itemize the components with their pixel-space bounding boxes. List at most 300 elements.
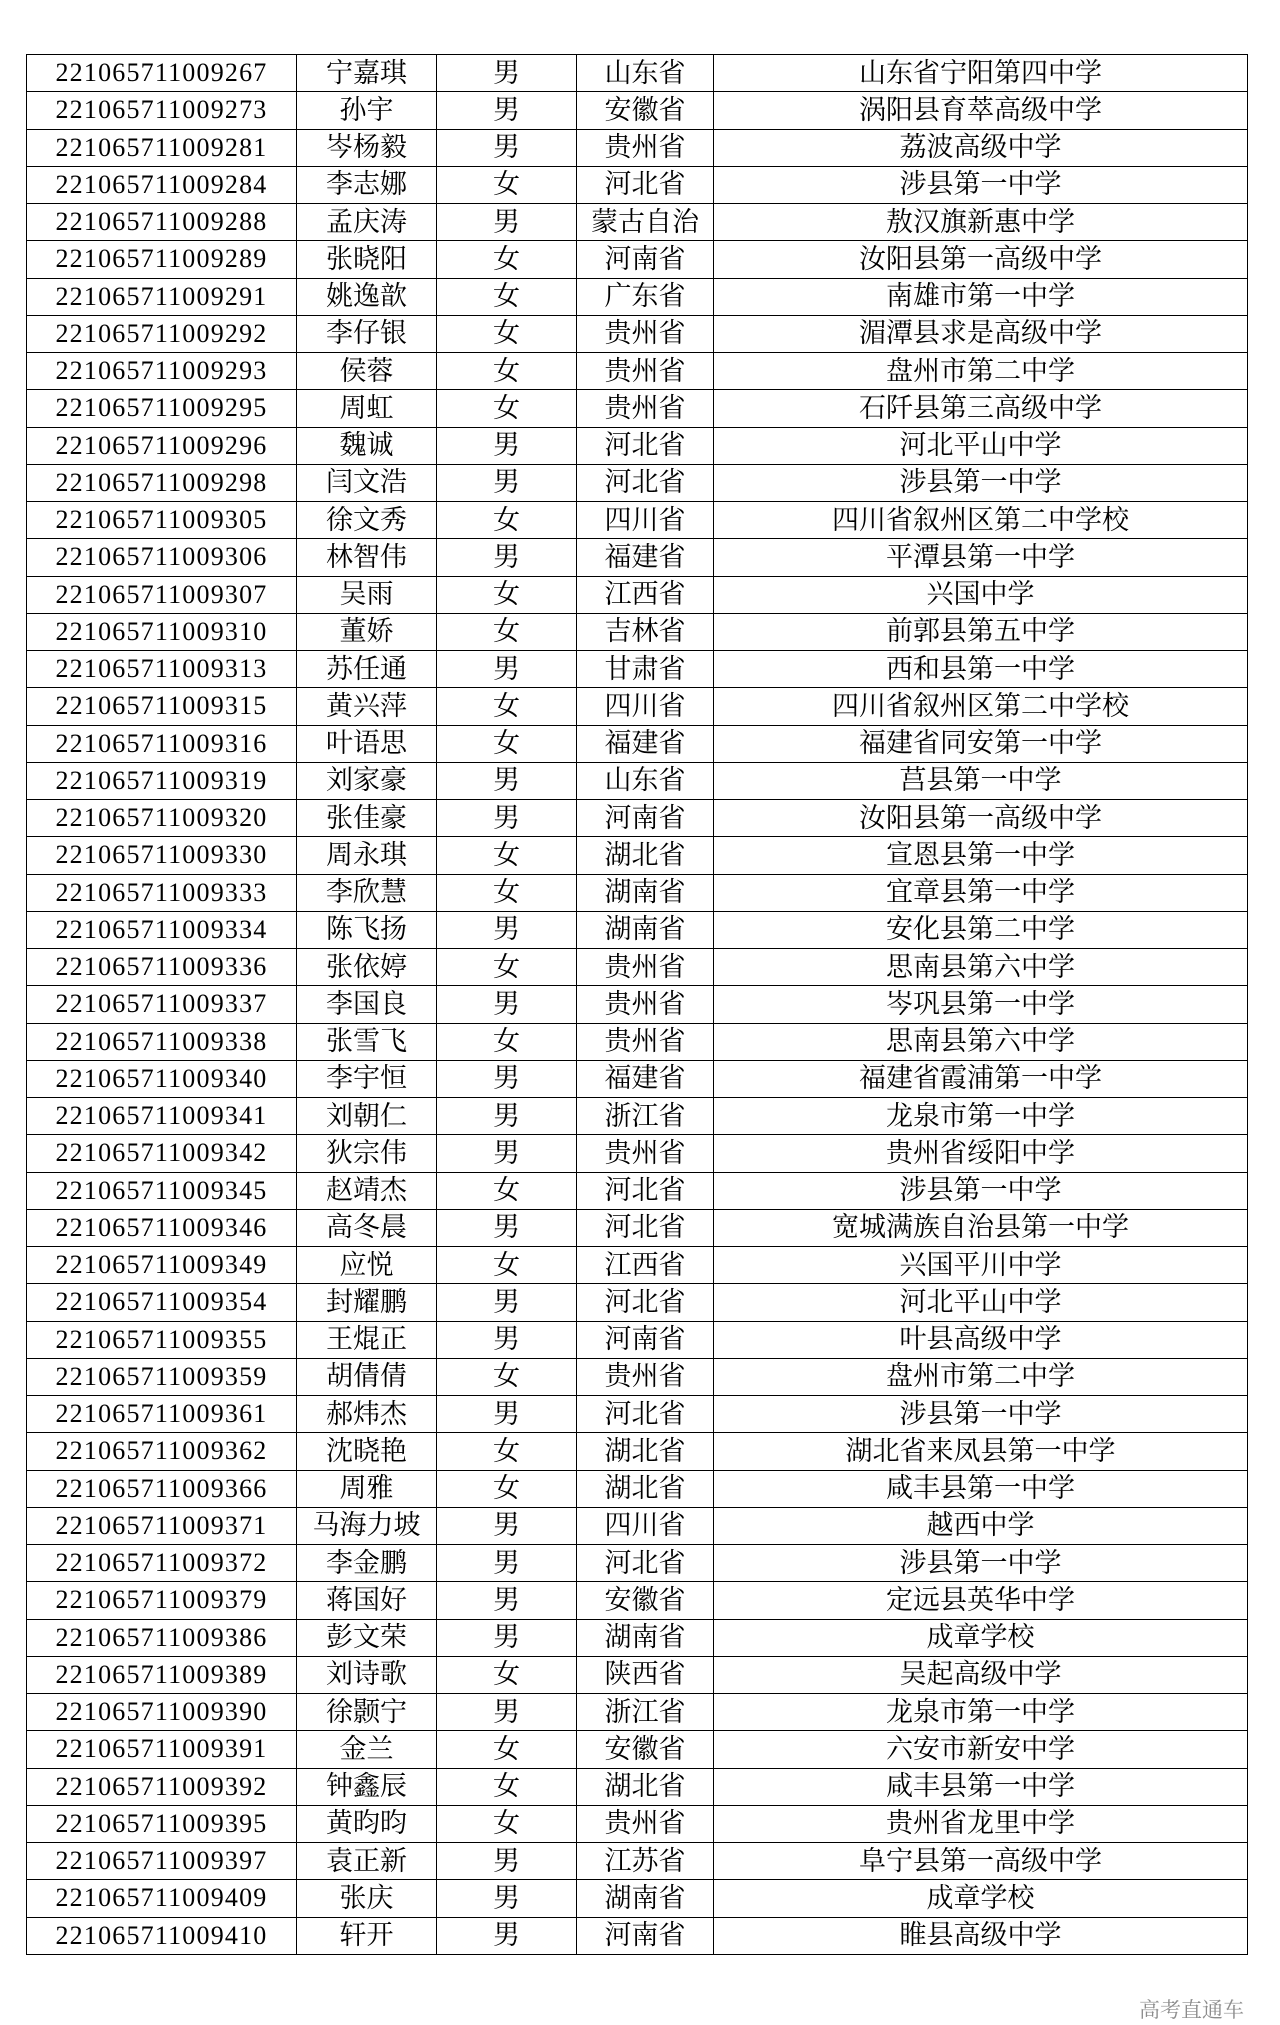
gender-cell: 女	[437, 390, 577, 427]
table-row	[27, 1731, 1248, 1768]
student-id-cell: 221065711009409	[27, 1880, 297, 1917]
table-row	[27, 1507, 1248, 1544]
student-id-cell: 221065711009366	[27, 1470, 297, 1507]
province-cell: 福建省	[577, 539, 714, 576]
school-cell: 涉县第一中学	[714, 1396, 1248, 1433]
table-row	[27, 1247, 1248, 1284]
name-cell: 董娇	[297, 613, 437, 650]
gender-cell: 男	[437, 762, 577, 799]
student-id-cell: 221065711009354	[27, 1284, 297, 1321]
school-cell: 盘州市第二中学	[714, 1358, 1248, 1395]
gender-cell: 女	[437, 502, 577, 539]
table-row	[27, 1358, 1248, 1395]
province-cell: 浙江省	[577, 1098, 714, 1135]
student-id-cell: 221065711009390	[27, 1694, 297, 1731]
gender-cell: 男	[437, 800, 577, 837]
name-cell: 袁正新	[297, 1843, 437, 1880]
student-id-cell: 221065711009319	[27, 762, 297, 799]
gender-cell: 男	[437, 1843, 577, 1880]
school-cell: 思南县第六中学	[714, 1023, 1248, 1060]
table-row	[27, 1694, 1248, 1731]
name-cell: 蒋国好	[297, 1582, 437, 1619]
gender-cell: 女	[437, 874, 577, 911]
gender-cell: 女	[437, 1805, 577, 1842]
province-cell: 河北省	[577, 1284, 714, 1321]
student-id-cell: 221065711009305	[27, 502, 297, 539]
name-cell: 徐文秀	[297, 502, 437, 539]
school-cell: 贵州省绥阳中学	[714, 1135, 1248, 1172]
school-cell: 湖北省来凤县第一中学	[714, 1433, 1248, 1470]
table-row	[27, 427, 1248, 464]
student-id-cell: 221065711009372	[27, 1545, 297, 1582]
gender-cell: 男	[437, 1917, 577, 1954]
school-cell: 龙泉市第一中学	[714, 1098, 1248, 1135]
student-id-cell: 221065711009307	[27, 576, 297, 613]
school-cell: 宽城满族自治县第一中学	[714, 1209, 1248, 1246]
school-cell: 吴起高级中学	[714, 1656, 1248, 1693]
province-cell: 四川省	[577, 1507, 714, 1544]
gender-cell: 男	[437, 1321, 577, 1358]
name-cell: 侯蓉	[297, 353, 437, 390]
gender-cell: 男	[437, 204, 577, 241]
table-row	[27, 1768, 1248, 1805]
name-cell: 马海力坡	[297, 1507, 437, 1544]
table-row	[27, 1060, 1248, 1097]
province-cell: 安徽省	[577, 1582, 714, 1619]
student-id-cell: 221065711009389	[27, 1656, 297, 1693]
name-cell: 周雅	[297, 1470, 437, 1507]
province-cell: 贵州省	[577, 390, 714, 427]
name-cell: 胡倩倩	[297, 1358, 437, 1395]
school-cell: 涉县第一中学	[714, 166, 1248, 203]
student-id-cell: 221065711009315	[27, 688, 297, 725]
name-cell: 沈晓艳	[297, 1433, 437, 1470]
student-id-cell: 221065711009386	[27, 1619, 297, 1656]
province-cell: 安徽省	[577, 92, 714, 129]
table-row	[27, 278, 1248, 315]
school-cell: 盘州市第二中学	[714, 353, 1248, 390]
gender-cell: 男	[437, 1880, 577, 1917]
school-cell: 安化县第二中学	[714, 911, 1248, 948]
student-list-table	[26, 54, 1248, 1955]
name-cell: 赵靖杰	[297, 1172, 437, 1209]
table-row	[27, 1209, 1248, 1246]
name-cell: 李志娜	[297, 166, 437, 203]
gender-cell: 男	[437, 1209, 577, 1246]
gender-cell: 男	[437, 539, 577, 576]
student-id-cell: 221065711009316	[27, 725, 297, 762]
table-row	[27, 1396, 1248, 1433]
gender-cell: 女	[437, 576, 577, 613]
province-cell: 吉林省	[577, 613, 714, 650]
province-cell: 湖南省	[577, 1619, 714, 1656]
province-cell: 河北省	[577, 1209, 714, 1246]
name-cell: 魏诚	[297, 427, 437, 464]
name-cell: 孙宇	[297, 92, 437, 129]
name-cell: 林智伟	[297, 539, 437, 576]
student-table-body	[27, 55, 1248, 1955]
table-row	[27, 1880, 1248, 1917]
province-cell: 四川省	[577, 502, 714, 539]
school-cell: 咸丰县第一中学	[714, 1470, 1248, 1507]
student-id-cell: 221065711009362	[27, 1433, 297, 1470]
name-cell: 狄宗伟	[297, 1135, 437, 1172]
province-cell: 湖北省	[577, 1768, 714, 1805]
school-cell: 福建省同安第一中学	[714, 725, 1248, 762]
province-cell: 四川省	[577, 688, 714, 725]
school-cell: 越西中学	[714, 1507, 1248, 1544]
school-cell: 宣恩县第一中学	[714, 837, 1248, 874]
student-id-cell: 221065711009313	[27, 651, 297, 688]
school-cell: 四川省叙州区第二中学校	[714, 688, 1248, 725]
table-row	[27, 166, 1248, 203]
gender-cell: 男	[437, 1694, 577, 1731]
table-row	[27, 1545, 1248, 1582]
table-row	[27, 539, 1248, 576]
name-cell: 刘诗歌	[297, 1656, 437, 1693]
school-cell: 龙泉市第一中学	[714, 1694, 1248, 1731]
table-row	[27, 613, 1248, 650]
province-cell: 贵州省	[577, 1358, 714, 1395]
school-cell: 涡阳县育萃高级中学	[714, 92, 1248, 129]
table-row	[27, 1917, 1248, 1954]
name-cell: 李国良	[297, 986, 437, 1023]
table-row	[27, 762, 1248, 799]
gender-cell: 男	[437, 1060, 577, 1097]
table-row	[27, 1098, 1248, 1135]
name-cell: 高冬晨	[297, 1209, 437, 1246]
province-cell: 湖北省	[577, 1433, 714, 1470]
student-id-cell: 221065711009336	[27, 949, 297, 986]
gender-cell: 男	[437, 1098, 577, 1135]
table-row	[27, 390, 1248, 427]
name-cell: 宁嘉琪	[297, 55, 437, 92]
school-cell: 六安市新安中学	[714, 1731, 1248, 1768]
school-cell: 岑巩县第一中学	[714, 986, 1248, 1023]
school-cell: 平潭县第一中学	[714, 539, 1248, 576]
gender-cell: 男	[437, 1135, 577, 1172]
student-id-cell: 221065711009284	[27, 166, 297, 203]
name-cell: 陈飞扬	[297, 911, 437, 948]
student-id-cell: 221065711009306	[27, 539, 297, 576]
student-id-cell: 221065711009341	[27, 1098, 297, 1135]
province-cell: 贵州省	[577, 1135, 714, 1172]
province-cell: 甘肃省	[577, 651, 714, 688]
table-row	[27, 1135, 1248, 1172]
province-cell: 湖南省	[577, 874, 714, 911]
school-cell: 涉县第一中学	[714, 1545, 1248, 1582]
student-id-cell: 221065711009342	[27, 1135, 297, 1172]
province-cell: 陕西省	[577, 1656, 714, 1693]
student-id-cell: 221065711009320	[27, 800, 297, 837]
gender-cell: 女	[437, 1172, 577, 1209]
table-row	[27, 837, 1248, 874]
province-cell: 河北省	[577, 1172, 714, 1209]
gender-cell: 女	[437, 1731, 577, 1768]
gender-cell: 男	[437, 986, 577, 1023]
table-row	[27, 986, 1248, 1023]
gender-cell: 女	[437, 1656, 577, 1693]
school-cell: 成章学校	[714, 1880, 1248, 1917]
province-cell: 河北省	[577, 464, 714, 501]
table-row	[27, 92, 1248, 129]
school-cell: 河北平山中学	[714, 1284, 1248, 1321]
school-cell: 福建省霞浦第一中学	[714, 1060, 1248, 1097]
student-id-cell: 221065711009295	[27, 390, 297, 427]
table-row	[27, 1023, 1248, 1060]
name-cell: 岑杨毅	[297, 129, 437, 166]
student-id-cell: 221065711009293	[27, 353, 297, 390]
province-cell: 河南省	[577, 1321, 714, 1358]
province-cell: 山东省	[577, 55, 714, 92]
name-cell: 应悦	[297, 1247, 437, 1284]
student-id-cell: 221065711009359	[27, 1358, 297, 1395]
name-cell: 张庆	[297, 1880, 437, 1917]
name-cell: 吴雨	[297, 576, 437, 613]
gender-cell: 男	[437, 92, 577, 129]
school-cell: 宜章县第一中学	[714, 874, 1248, 911]
student-id-cell: 221065711009379	[27, 1582, 297, 1619]
school-cell: 敖汉旗新惠中学	[714, 204, 1248, 241]
gender-cell: 女	[437, 353, 577, 390]
gender-cell: 女	[437, 613, 577, 650]
student-id-cell: 221065711009289	[27, 241, 297, 278]
gender-cell: 男	[437, 427, 577, 464]
province-cell: 贵州省	[577, 353, 714, 390]
table-row	[27, 576, 1248, 613]
gender-cell: 女	[437, 166, 577, 203]
name-cell: 黄昀昀	[297, 1805, 437, 1842]
gender-cell: 男	[437, 55, 577, 92]
table-row	[27, 129, 1248, 166]
name-cell: 钟鑫辰	[297, 1768, 437, 1805]
school-cell: 思南县第六中学	[714, 949, 1248, 986]
student-id-cell: 221065711009395	[27, 1805, 297, 1842]
table-row	[27, 241, 1248, 278]
gender-cell: 男	[437, 1619, 577, 1656]
student-id-cell: 221065711009361	[27, 1396, 297, 1433]
province-cell: 广东省	[577, 278, 714, 315]
school-cell: 兴国平川中学	[714, 1247, 1248, 1284]
table-row	[27, 502, 1248, 539]
table-row	[27, 651, 1248, 688]
province-cell: 江西省	[577, 576, 714, 613]
table-row	[27, 55, 1248, 92]
province-cell: 河北省	[577, 1545, 714, 1582]
table-row	[27, 464, 1248, 501]
gender-cell: 女	[437, 837, 577, 874]
student-id-cell: 221065711009330	[27, 837, 297, 874]
name-cell: 李金鹏	[297, 1545, 437, 1582]
gender-cell: 男	[437, 1284, 577, 1321]
name-cell: 刘朝仁	[297, 1098, 437, 1135]
table-row	[27, 204, 1248, 241]
name-cell: 轩开	[297, 1917, 437, 1954]
name-cell: 李仔银	[297, 315, 437, 352]
school-cell: 咸丰县第一中学	[714, 1768, 1248, 1805]
name-cell: 张晓阳	[297, 241, 437, 278]
name-cell: 孟庆涛	[297, 204, 437, 241]
school-cell: 石阡县第三高级中学	[714, 390, 1248, 427]
gender-cell: 女	[437, 949, 577, 986]
province-cell: 贵州省	[577, 949, 714, 986]
school-cell: 汝阳县第一高级中学	[714, 800, 1248, 837]
student-id-cell: 221065711009292	[27, 315, 297, 352]
school-cell: 四川省叙州区第二中学校	[714, 502, 1248, 539]
gender-cell: 女	[437, 278, 577, 315]
student-id-cell: 221065711009349	[27, 1247, 297, 1284]
province-cell: 贵州省	[577, 315, 714, 352]
gender-cell: 女	[437, 1023, 577, 1060]
school-cell: 睢县高级中学	[714, 1917, 1248, 1954]
student-id-cell: 221065711009410	[27, 1917, 297, 1954]
student-id-cell: 221065711009296	[27, 427, 297, 464]
gender-cell: 男	[437, 464, 577, 501]
student-id-cell: 221065711009267	[27, 55, 297, 92]
name-cell: 黄兴萍	[297, 688, 437, 725]
gender-cell: 女	[437, 1247, 577, 1284]
gender-cell: 男	[437, 1507, 577, 1544]
school-cell: 莒县第一中学	[714, 762, 1248, 799]
student-id-cell: 221065711009345	[27, 1172, 297, 1209]
province-cell: 河南省	[577, 241, 714, 278]
gender-cell: 男	[437, 1396, 577, 1433]
school-cell: 河北平山中学	[714, 427, 1248, 464]
name-cell: 李欣慧	[297, 874, 437, 911]
name-cell: 郝炜杰	[297, 1396, 437, 1433]
name-cell: 李宇恒	[297, 1060, 437, 1097]
province-cell: 湖南省	[577, 1880, 714, 1917]
name-cell: 姚逸歆	[297, 278, 437, 315]
student-id-cell: 221065711009346	[27, 1209, 297, 1246]
name-cell: 王焜正	[297, 1321, 437, 1358]
school-cell: 湄潭县求是高级中学	[714, 315, 1248, 352]
student-id-cell: 221065711009392	[27, 1768, 297, 1805]
gender-cell: 女	[437, 315, 577, 352]
province-cell: 江西省	[577, 1247, 714, 1284]
school-cell: 涉县第一中学	[714, 464, 1248, 501]
name-cell: 徐颢宁	[297, 1694, 437, 1731]
school-cell: 叶县高级中学	[714, 1321, 1248, 1358]
gender-cell: 女	[437, 241, 577, 278]
gender-cell: 男	[437, 651, 577, 688]
student-id-cell: 221065711009334	[27, 911, 297, 948]
province-cell: 福建省	[577, 1060, 714, 1097]
name-cell: 封耀鹏	[297, 1284, 437, 1321]
gender-cell: 男	[437, 1545, 577, 1582]
table-row	[27, 688, 1248, 725]
school-cell: 阜宁县第一高级中学	[714, 1843, 1248, 1880]
school-cell: 西和县第一中学	[714, 651, 1248, 688]
province-cell: 蒙古自治	[577, 204, 714, 241]
student-id-cell: 221065711009371	[27, 1507, 297, 1544]
province-cell: 贵州省	[577, 986, 714, 1023]
table-row	[27, 1843, 1248, 1880]
school-cell: 南雄市第一中学	[714, 278, 1248, 315]
table-row	[27, 1656, 1248, 1693]
student-id-cell: 221065711009298	[27, 464, 297, 501]
gender-cell: 女	[437, 688, 577, 725]
school-cell: 涉县第一中学	[714, 1172, 1248, 1209]
school-cell: 汝阳县第一高级中学	[714, 241, 1248, 278]
name-cell: 金兰	[297, 1731, 437, 1768]
table-row	[27, 1582, 1248, 1619]
gender-cell: 女	[437, 1768, 577, 1805]
province-cell: 浙江省	[577, 1694, 714, 1731]
student-id-cell: 221065711009337	[27, 986, 297, 1023]
province-cell: 河北省	[577, 427, 714, 464]
school-cell: 前郭县第五中学	[714, 613, 1248, 650]
table-row	[27, 1470, 1248, 1507]
name-cell: 刘家豪	[297, 762, 437, 799]
table-row	[27, 1321, 1248, 1358]
table-row	[27, 800, 1248, 837]
table-row	[27, 1619, 1248, 1656]
table-row	[27, 874, 1248, 911]
school-cell: 定远县英华中学	[714, 1582, 1248, 1619]
table-row	[27, 1172, 1248, 1209]
table-row	[27, 353, 1248, 390]
student-id-cell: 221065711009333	[27, 874, 297, 911]
watermark: 高考直通车	[1139, 1998, 1244, 2022]
name-cell: 彭文荣	[297, 1619, 437, 1656]
gender-cell: 女	[437, 1433, 577, 1470]
student-id-cell: 221065711009338	[27, 1023, 297, 1060]
name-cell: 张依婷	[297, 949, 437, 986]
gender-cell: 女	[437, 1470, 577, 1507]
student-id-cell: 221065711009281	[27, 129, 297, 166]
school-cell: 山东省宁阳第四中学	[714, 55, 1248, 92]
province-cell: 湖北省	[577, 837, 714, 874]
province-cell: 山东省	[577, 762, 714, 799]
student-id-cell: 221065711009273	[27, 92, 297, 129]
name-cell: 张雪飞	[297, 1023, 437, 1060]
student-id-cell: 221065711009288	[27, 204, 297, 241]
table-row	[27, 949, 1248, 986]
gender-cell: 女	[437, 725, 577, 762]
school-cell: 贵州省龙里中学	[714, 1805, 1248, 1842]
student-id-cell: 221065711009310	[27, 613, 297, 650]
gender-cell: 男	[437, 129, 577, 166]
name-cell: 周永琪	[297, 837, 437, 874]
student-id-cell: 221065711009291	[27, 278, 297, 315]
province-cell: 福建省	[577, 725, 714, 762]
school-cell: 荔波高级中学	[714, 129, 1248, 166]
table-row	[27, 1284, 1248, 1321]
gender-cell: 男	[437, 911, 577, 948]
province-cell: 河北省	[577, 1396, 714, 1433]
table-row	[27, 1433, 1248, 1470]
student-id-cell: 221065711009397	[27, 1843, 297, 1880]
school-cell: 成章学校	[714, 1619, 1248, 1656]
province-cell: 河北省	[577, 166, 714, 203]
name-cell: 闫文浩	[297, 464, 437, 501]
province-cell: 贵州省	[577, 129, 714, 166]
province-cell: 江苏省	[577, 1843, 714, 1880]
province-cell: 湖南省	[577, 911, 714, 948]
province-cell: 河南省	[577, 800, 714, 837]
student-id-cell: 221065711009391	[27, 1731, 297, 1768]
name-cell: 张佳豪	[297, 800, 437, 837]
table-row	[27, 315, 1248, 352]
table-row	[27, 1805, 1248, 1842]
province-cell: 湖北省	[577, 1470, 714, 1507]
table-row	[27, 911, 1248, 948]
name-cell: 周虹	[297, 390, 437, 427]
student-id-cell: 221065711009340	[27, 1060, 297, 1097]
name-cell: 苏任通	[297, 651, 437, 688]
province-cell: 贵州省	[577, 1023, 714, 1060]
